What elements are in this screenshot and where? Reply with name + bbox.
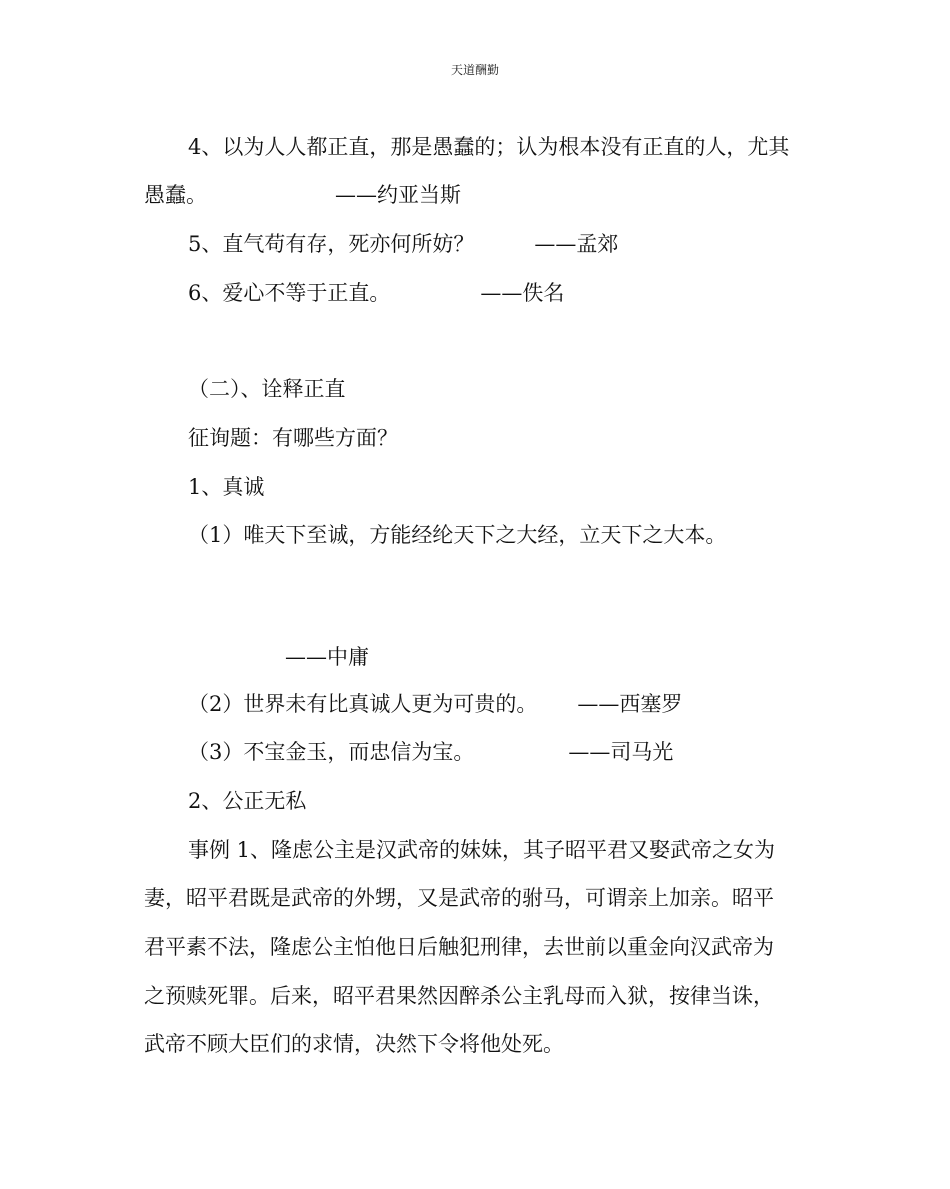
item-1-quote-1-author: ——中庸 bbox=[285, 645, 369, 669]
item-1-quote-2-text: （2）世界未有比真诚人更为可贵的。 bbox=[188, 692, 538, 716]
quote-4-text-end: 愚蠢。 bbox=[144, 183, 207, 207]
quote-5 bbox=[188, 229, 618, 259]
quote-4-line-2 bbox=[144, 180, 461, 210]
quote-6 bbox=[188, 278, 564, 308]
item-1-quote-3 bbox=[188, 737, 673, 767]
example-line: 事例 1、隆虑公主是汉武帝的妹妹，其子昭平君又娶武帝之女为 bbox=[188, 838, 776, 862]
item-1-heading: 1、真诚 bbox=[188, 475, 265, 499]
section-heading: （二）、诠释正直 bbox=[188, 377, 346, 401]
example-line: 妻，昭平君既是武帝的外甥，又是武帝的驸马，可谓亲上加亲。昭平 bbox=[144, 886, 774, 910]
item-2-heading: 2、公正无私 bbox=[188, 789, 307, 813]
quote-5-text: 5、直气苟有存，死亦何所妨？ bbox=[188, 232, 475, 256]
item-1-quote-2-author: ——西塞罗 bbox=[577, 692, 683, 716]
item-1-quote-3-author: ——司马光 bbox=[568, 740, 674, 764]
question-line: 征询题：有哪些方面？ bbox=[188, 426, 398, 450]
quote-4-author: ——约亚当斯 bbox=[335, 183, 461, 207]
page-header: 天道酬勤 bbox=[450, 63, 499, 77]
item-1-quote-2 bbox=[188, 689, 682, 719]
example-line: 君平素不法，隆虑公主怕他日后触犯刑律，去世前以重金向汉武帝为 bbox=[144, 935, 774, 959]
quote-6-author: ——佚名 bbox=[480, 281, 565, 305]
quote-4-line-1: 4、以为人人都正直，那是愚蠢的；认为根本没有正直的人，尤其 bbox=[188, 135, 790, 159]
example-line: 之预赎死罪。后来，昭平君果然因醉杀公主乳母而入狱，按律当诛， bbox=[144, 984, 774, 1008]
quote-6-text: 6、爱心不等于正直。 bbox=[188, 281, 391, 305]
example-line: 武帝不顾大臣们的求情，决然下令将他处死。 bbox=[144, 1032, 564, 1056]
item-1-quote-1: （1）唯天下至诚，方能经纶天下之大经，立天下之大本。 bbox=[188, 523, 727, 547]
item-1-quote-3-text: （3）不宝金玉，而忠信为宝。 bbox=[188, 740, 475, 764]
quote-5-author: ——孟郊 bbox=[534, 232, 619, 256]
